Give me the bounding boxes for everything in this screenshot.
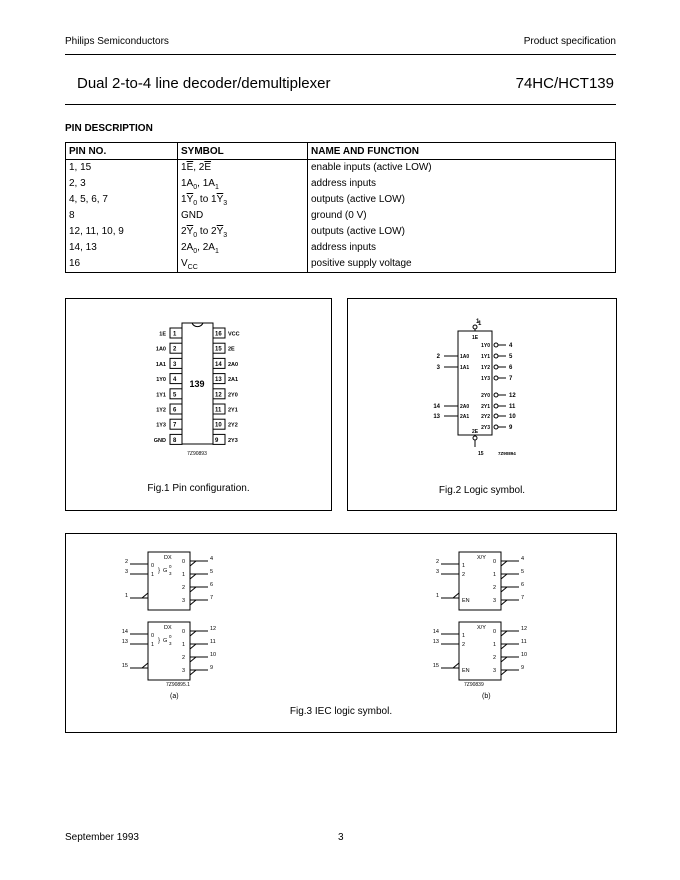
pin-number: 12 <box>215 392 222 399</box>
pin-number: 4 <box>210 556 214 562</box>
svg-text:EN: EN <box>462 668 470 674</box>
pin-number: 14 <box>215 361 222 368</box>
pin-cell: 14, 13 <box>66 240 178 256</box>
svg-text:2E: 2E <box>472 429 479 435</box>
pin-cell: 2, 3 <box>66 176 178 192</box>
svg-text:2: 2 <box>493 655 497 661</box>
pin-name: 2A0 <box>460 404 470 410</box>
table-row <box>66 160 616 177</box>
symbol-cell: GND <box>178 208 308 224</box>
pin-name: 2Y3 <box>228 437 238 444</box>
function-cell: outputs (active LOW) <box>308 224 616 240</box>
pin-number: 12 <box>509 393 516 399</box>
chip-label: 139 <box>189 379 205 389</box>
pin-number: 15 <box>121 663 128 669</box>
svg-text:G: G <box>163 568 168 574</box>
pin-number: 11 <box>509 404 516 410</box>
pin-number: 2 <box>173 346 177 353</box>
logic-symbol-diagram <box>348 299 616 510</box>
figure-code-a: 7Z90895.1 <box>166 682 190 688</box>
pin-number: 7 <box>173 422 177 429</box>
svg-text:1: 1 <box>151 642 155 648</box>
table-row <box>66 224 616 240</box>
pin-name: 1Y1 <box>481 354 490 360</box>
svg-text:1: 1 <box>182 572 186 578</box>
svg-text:1: 1 <box>151 572 155 578</box>
pin-number: 5 <box>173 392 177 399</box>
pin-name: 1Y0 <box>156 377 166 384</box>
pin-number: 6 <box>210 582 214 588</box>
pin-number: 7 <box>509 376 513 382</box>
pin-number: 12 <box>521 626 528 632</box>
pin-number: 1 <box>173 331 177 338</box>
part-number: 74HC/HCT139 <box>515 75 614 92</box>
pin-number: 16 <box>215 331 222 338</box>
function-cell: address inputs <box>308 176 616 192</box>
pin-number: 6 <box>509 365 513 371</box>
pin-number: 5 <box>509 354 513 360</box>
title-rule <box>65 104 616 105</box>
svg-text:}: } <box>158 568 161 574</box>
pin-number: 8 <box>173 437 177 444</box>
column-header: PIN NO. <box>66 143 178 160</box>
pin-number: 4 <box>173 377 177 384</box>
pin-name: 2Y1 <box>481 404 490 410</box>
svg-text:2: 2 <box>182 655 186 661</box>
pin-name: 1E <box>159 331 166 338</box>
pin-name: 2A0 <box>228 361 239 368</box>
pin-name: 2Y3 <box>481 425 490 431</box>
pin-number: 2 <box>435 559 439 565</box>
svg-text:1: 1 <box>478 321 482 327</box>
svg-text:1: 1 <box>462 563 466 569</box>
table-header-row <box>66 143 616 160</box>
pin-number: 7 <box>521 595 525 601</box>
pin-description-table <box>65 142 616 273</box>
pin-number: 4 <box>509 343 513 349</box>
pin-name: GND <box>153 437 166 444</box>
svg-text:0: 0 <box>151 633 155 639</box>
svg-text:2: 2 <box>462 572 466 578</box>
svg-text:}: } <box>158 638 161 644</box>
table-row <box>66 240 616 256</box>
figure-2-box <box>347 298 617 511</box>
pin-name: 1A0 <box>460 354 470 360</box>
pin-name: 2Y1 <box>228 407 238 414</box>
svg-text:G: G <box>163 638 168 644</box>
svg-text:1: 1 <box>462 633 466 639</box>
pin-number: 9 <box>210 665 214 671</box>
symbol-cell: $V_{CC}$ <box>178 256 308 273</box>
function-cell: positive supply voltage <box>308 256 616 273</box>
symbol-cell: $1\overline{E}$, $2\overline{E}$ <box>178 160 308 177</box>
symbol-cell: $2A_0$, $2A_1$ <box>178 240 308 256</box>
pin-number: 14 <box>432 629 439 635</box>
pin-number: 10 <box>215 422 222 429</box>
header-rule <box>65 54 616 55</box>
pin-name: 2E <box>228 346 235 353</box>
pin-number: 11 <box>521 639 527 645</box>
pin-number: 3 <box>435 569 439 575</box>
function-cell: enable inputs (active LOW) <box>308 160 616 177</box>
pin-number: 1 <box>124 593 128 599</box>
function-cell: outputs (active LOW) <box>308 192 616 208</box>
pin-number: 4 <box>521 556 525 562</box>
svg-text:0: 0 <box>169 564 172 569</box>
column-header: SYMBOL <box>178 143 308 160</box>
figure-3-box <box>65 533 617 733</box>
pin-cell: 1, 15 <box>66 160 178 177</box>
pin-name: 2Y2 <box>481 414 490 420</box>
pin-number: 10 <box>521 652 528 658</box>
pin-number: 9 <box>509 425 513 431</box>
pin-name: 1Y1 <box>156 392 166 399</box>
table-row <box>66 176 616 192</box>
svg-text:0: 0 <box>182 629 186 635</box>
svg-text:15: 15 <box>478 451 484 457</box>
pin-number: 6 <box>173 407 177 414</box>
pin-name: 2Y0 <box>228 392 238 399</box>
pin-cell: 8 <box>66 208 178 224</box>
figure-3-caption: Fig.3 IEC logic symbol. <box>289 706 393 717</box>
figure-1-box <box>65 298 332 511</box>
pin-number: 5 <box>210 569 214 575</box>
svg-text:3: 3 <box>182 668 186 674</box>
pin-number: 15 <box>432 663 439 669</box>
svg-text:3: 3 <box>493 598 497 604</box>
figure-2-caption: Fig.2 Logic symbol. <box>438 485 526 496</box>
pin-number: 1 <box>435 593 439 599</box>
svg-text:0: 0 <box>182 559 186 565</box>
svg-text:1: 1 <box>493 572 497 578</box>
svg-text:1E: 1E <box>472 335 479 341</box>
pin-number: 11 <box>210 639 216 645</box>
pin-name: 2A1 <box>228 377 239 384</box>
pin-name: VCC <box>228 331 240 338</box>
pin-number: 7 <box>210 595 214 601</box>
symbol-cell: $1\overline{Y}_0$ to $1\overline{Y}_3$ <box>178 192 308 208</box>
pin-number: 13 <box>433 414 440 420</box>
pin-number: 12 <box>210 626 217 632</box>
pin-number: 10 <box>210 652 217 658</box>
symbol-cell: $2\overline{Y}_0$ to $2\overline{Y}_3$ <box>178 224 308 240</box>
svg-text:EN: EN <box>462 598 470 604</box>
pin-name: 1Y2 <box>156 407 166 414</box>
pin-name: 1Y0 <box>481 343 490 349</box>
figure-1-caption: Fig.1 Pin configuration. <box>147 483 250 494</box>
pin-number: 3 <box>173 361 177 368</box>
pin-name: 2Y2 <box>228 422 238 429</box>
svg-text:DX: DX <box>164 555 172 561</box>
pin-number: 2 <box>436 354 440 360</box>
pin-number: 2 <box>124 559 128 565</box>
svg-text:2: 2 <box>182 585 186 591</box>
pin-name: 1A0 <box>155 346 166 353</box>
pin-number: 11 <box>215 407 222 414</box>
pin-name: 2A1 <box>460 414 470 420</box>
pin-number: 14 <box>433 404 440 410</box>
pin-name: 1Y3 <box>481 376 490 382</box>
pin-number: 6 <box>521 582 525 588</box>
svg-text:2: 2 <box>462 642 466 648</box>
svg-text:0: 0 <box>493 559 497 565</box>
function-cell: address inputs <box>308 240 616 256</box>
svg-text:1: 1 <box>493 642 497 648</box>
subfigure-label-a: (a) <box>170 693 179 700</box>
svg-text:3: 3 <box>182 598 186 604</box>
pin-number: 14 <box>121 629 128 635</box>
page-number: 3 <box>338 832 344 843</box>
pin-number: 10 <box>509 414 516 420</box>
svg-text:X/Y: X/Y <box>477 555 486 561</box>
pin-cell: 16 <box>66 256 178 273</box>
svg-text:0: 0 <box>169 634 172 639</box>
pin-name: 1Y3 <box>156 422 166 429</box>
svg-text:2: 2 <box>493 585 497 591</box>
company-name: Philips Semiconductors <box>65 36 169 47</box>
svg-text:DX: DX <box>164 625 172 631</box>
pin-number: 13 <box>215 377 222 384</box>
pin-cell: 4, 5, 6, 7 <box>66 192 178 208</box>
svg-text:0: 0 <box>493 629 497 635</box>
iec-logic-symbol-diagram <box>66 534 616 732</box>
figure-code: 7Z90893 <box>187 451 207 457</box>
section-heading: PIN DESCRIPTION <box>65 123 153 134</box>
svg-text:X/Y: X/Y <box>477 625 486 631</box>
svg-text:0: 0 <box>151 563 155 569</box>
svg-text:3: 3 <box>169 641 172 646</box>
subfigure-label-b: (b) <box>482 693 491 700</box>
pin-number: 13 <box>121 639 128 645</box>
chip-notch <box>192 323 203 327</box>
pin-name: 1A1 <box>155 361 166 368</box>
pin-number: 13 <box>432 639 439 645</box>
footer-date: September 1993 <box>65 832 139 843</box>
page-title: Dual 2-to-4 line decoder/demultiplexer <box>77 75 331 92</box>
pin-name: 1A1 <box>460 365 470 371</box>
svg-text:3: 3 <box>493 668 497 674</box>
document-type: Product specification <box>523 36 616 47</box>
pin-name: 1Y2 <box>481 365 490 371</box>
pin-number: 9 <box>215 437 219 444</box>
svg-text:1: 1 <box>182 642 186 648</box>
pin-number: 3 <box>436 365 440 371</box>
pin-number: 9 <box>521 665 525 671</box>
figure-code: 7Z90894 <box>498 451 516 456</box>
svg-text:3: 3 <box>169 571 172 576</box>
pin-cell: 12, 11, 10, 9 <box>66 224 178 240</box>
function-cell: ground (0 V) <box>308 208 616 224</box>
figure-code-b: 7Z90839 <box>464 682 484 688</box>
column-header: NAME AND FUNCTION <box>308 143 616 160</box>
table-row <box>66 208 616 224</box>
table-row <box>66 256 616 273</box>
pin-number: 15 <box>215 346 222 353</box>
pin-number: 3 <box>124 569 128 575</box>
symbol-cell: $1A_0$, $1A_1$ <box>178 176 308 192</box>
pin-configuration-diagram <box>66 299 331 510</box>
svg-text:1: 1 <box>476 319 480 325</box>
table-row <box>66 192 616 208</box>
pin-number: 5 <box>521 569 525 575</box>
pin-name: 2Y0 <box>481 393 490 399</box>
